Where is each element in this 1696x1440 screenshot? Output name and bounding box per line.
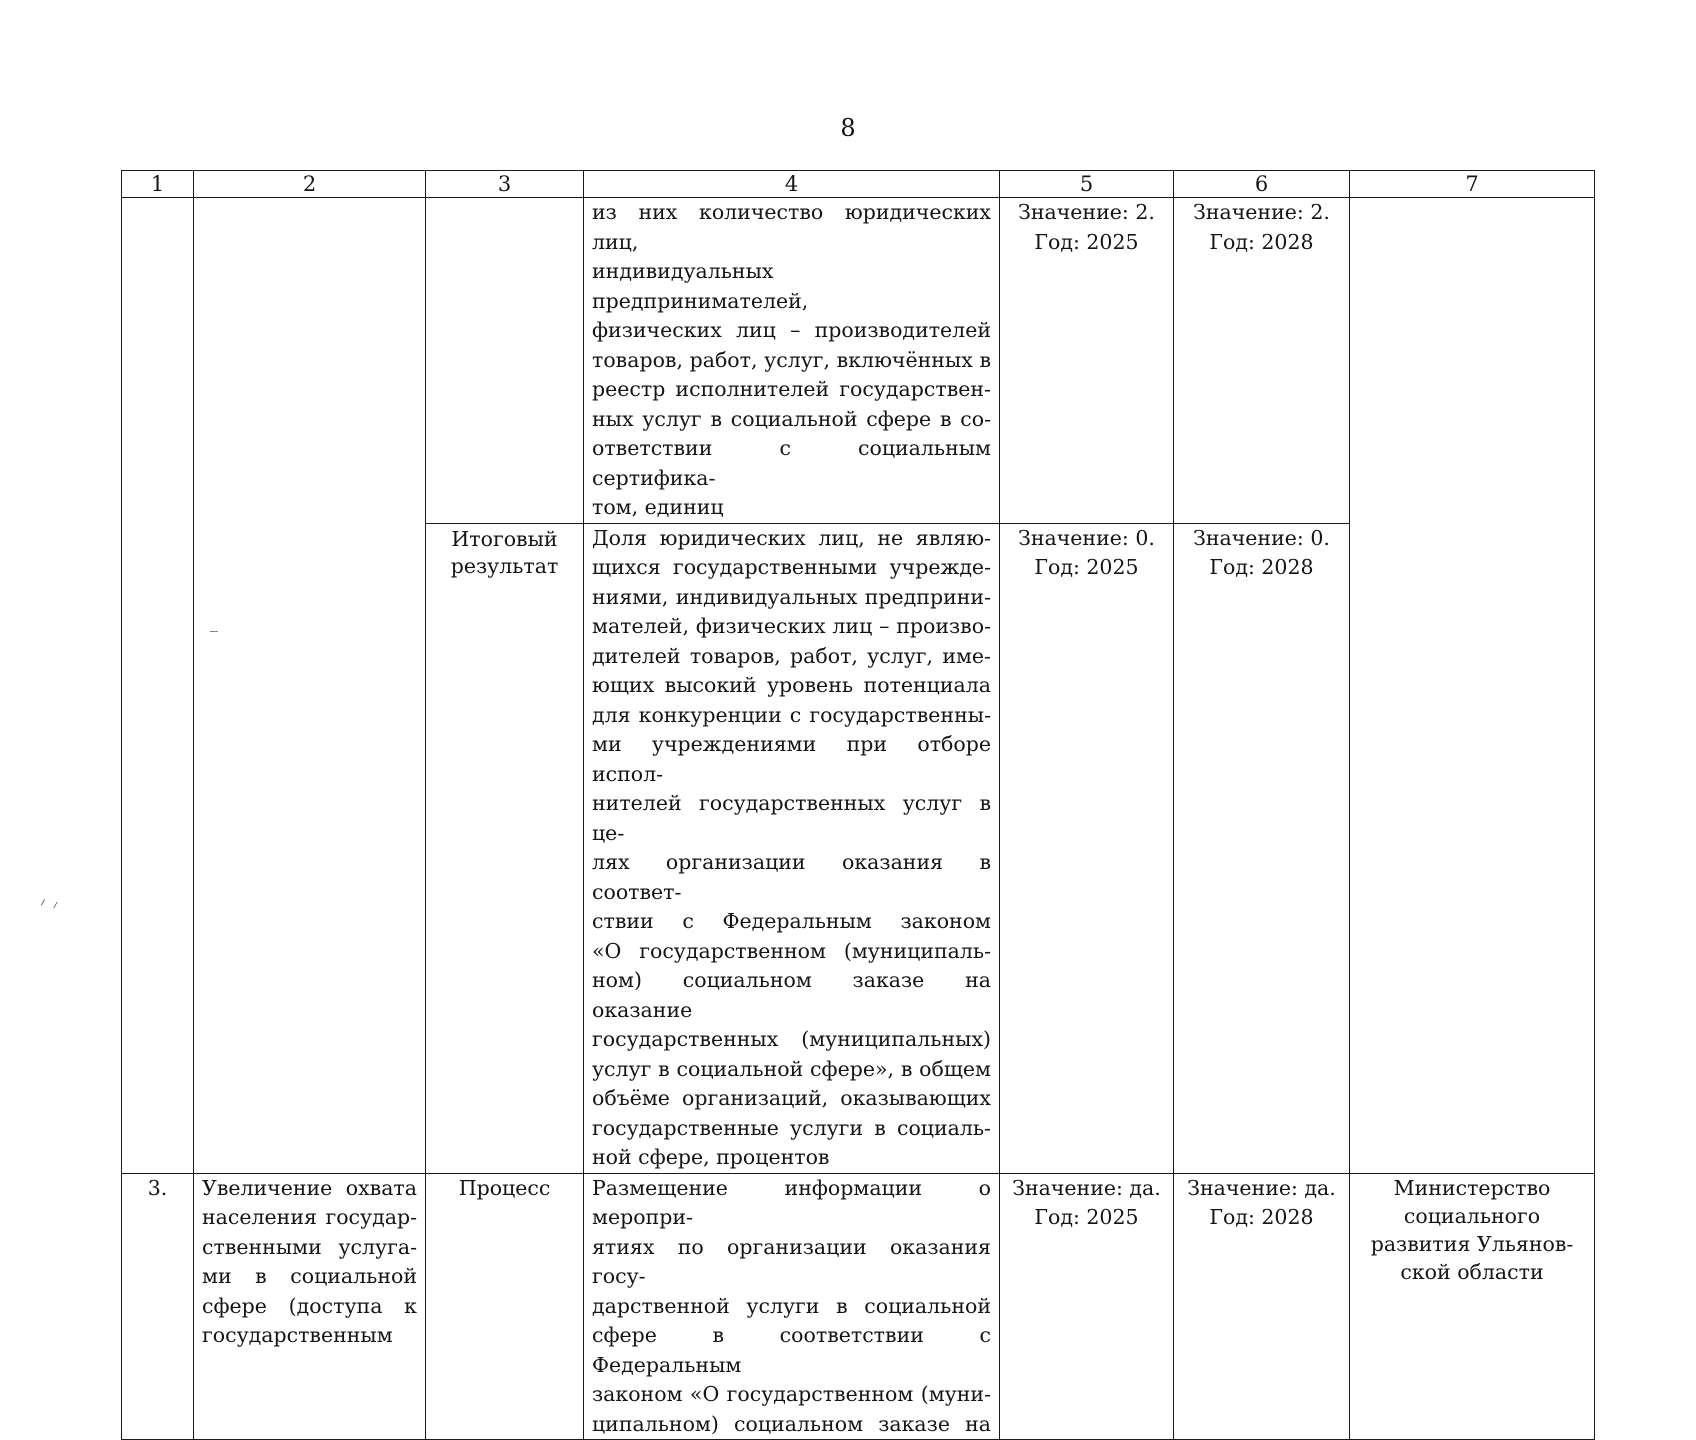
year-line: Год: 2028 [1209,555,1314,579]
text-line: населения государ- [202,1205,417,1229]
text-line: сфере (доступа к [202,1293,417,1318]
text-line: Увеличение охвата [202,1175,417,1200]
year-line: Год: 2025 [1034,1205,1139,1229]
text-line: из них количество юридических лиц, [592,200,991,254]
row3-result-type: Процесс [426,1173,584,1440]
text-line: государственные услуги в социаль- [592,1115,991,1140]
text-line: ответствии с социальным сертифика- [592,436,991,490]
text-line: ниями, индивидуальных предприни- [592,584,991,609]
responsible-line: развития Ульянов- [1370,1231,1574,1256]
text-line: ствии с Федеральным законом [592,909,991,933]
result-type-line: Итоговый [451,526,558,551]
row2-base-value [1000,523,1174,1173]
responsible-line: ской области [1400,1259,1544,1284]
result-type-line: результат [450,553,559,578]
header-col-6: 6 [1174,171,1350,198]
scan-mark: ‾ [210,628,218,647]
row1-col3-cell [426,198,584,524]
text-line: «О государственном (муниципаль- [592,938,991,963]
header-col-7: 7 [1350,171,1595,198]
text-line: Доля юридических лиц, не являю- [592,525,991,550]
value-line: Значение: да. [1012,1175,1161,1200]
header-row [122,171,1595,198]
row1-target-value [1174,198,1350,524]
goals-table [121,170,1595,1440]
text-line: ципальном) социальном заказе на [592,1411,991,1436]
row1-indicator-text [584,198,1000,524]
value-line: Значение: 2. [1018,200,1155,224]
row1-col7-cell [1350,198,1595,1174]
header-col-5: 5 [1000,171,1174,198]
text-line: ми в социальной [202,1264,417,1288]
row1-col2-cell [194,198,426,1174]
table-row [122,1173,1595,1440]
header-col-1: 1 [122,171,194,198]
row3-number: 3. [122,1173,194,1440]
row3-responsible [1350,1173,1595,1440]
text-line: лях организации оказания в соответ- [592,850,991,904]
responsible-line: Министерство [1393,1175,1551,1200]
text-line: мателей, физических лиц – произво- [592,614,991,638]
text-line: ющих высокий уровень потенциала [592,673,991,697]
text-line: государственных (муниципальных) [592,1027,991,1051]
value-line: Значение: 2. [1193,200,1330,224]
text-line: том, единиц [592,495,724,519]
text-line: сфере в соответствии с Федеральным [592,1323,991,1377]
header-col-2: 2 [194,171,426,198]
text-line: законом «О государственном (муни- [592,1382,991,1406]
text-line: физических лиц – производителей [592,318,991,342]
text-line: ственными услуга- [202,1234,417,1259]
row1-base-value [1000,198,1174,524]
text-line: для конкуренции с государственны- [592,702,991,727]
value-line: Значение: 0. [1193,525,1330,550]
responsible-line: социального [1403,1203,1541,1228]
text-line: дителей товаров, работ, услуг, име- [592,643,991,668]
row2-target-value [1174,523,1350,1173]
text-line: государственным [202,1323,393,1347]
text-line: Размещение информации о меропри- [592,1175,991,1229]
row3-target-value [1174,1173,1350,1440]
text-line: нителей государственных услуг в це- [592,791,991,845]
year-line: Год: 2025 [1034,555,1139,579]
value-line: Значение: да. [1187,1175,1336,1200]
year-line: Год: 2028 [1209,229,1314,254]
scan-specks: ⸍ ⸝ [38,893,61,915]
value-line: Значение: 0. [1018,525,1155,550]
text-line: объёме организаций, оказывающих [592,1086,991,1110]
text-line: индивидуальных предпринимателей, [592,259,809,313]
text-line: ных услуг в социальной сфере в со- [592,406,991,431]
row3-task-text [194,1173,426,1440]
text-line: дарственной услуги в социальной [592,1293,991,1318]
text-line: реестр исполнителей государствен- [592,377,991,401]
row2-result-type [426,523,584,1173]
text-line: ми учреждениями при отборе испол- [592,732,991,786]
text-line: ной сфере, процентов [592,1145,830,1169]
text-line: ятиях по организации оказания госу- [592,1234,991,1288]
text-line: щихся государственными учрежде- [592,555,991,579]
row3-base-value [1000,1173,1174,1440]
table-row [122,198,1595,524]
header-col-4: 4 [584,171,1000,198]
text-line: товаров, работ, услуг, включённых в [592,347,991,372]
page-number: 8 [840,114,856,142]
row3-indicator-text [584,1173,1000,1440]
text-line: ном) социальном заказе на оказание [592,968,991,1022]
row2-indicator-text [584,523,1000,1173]
year-line: Год: 2028 [1209,1205,1314,1229]
header-col-3: 3 [426,171,584,198]
text-line: услуг в социальной сфере», в общем [592,1056,991,1081]
year-line: Год: 2025 [1034,229,1139,254]
row1-col1-cell [122,198,194,1174]
